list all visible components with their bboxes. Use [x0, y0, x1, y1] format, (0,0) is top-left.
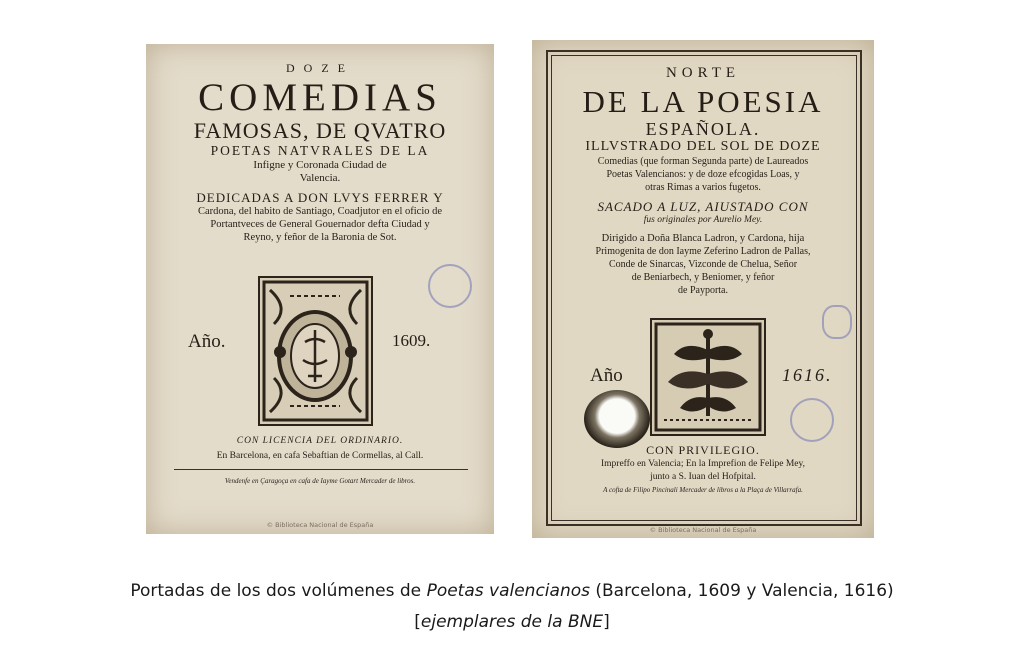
library-stamp: [428, 264, 472, 308]
title-poesia: DE LA POESIA: [582, 84, 824, 119]
caption-source: ejemplares de la BNE: [420, 612, 604, 632]
title-valencia: Valencia.: [299, 172, 341, 184]
title-norte: NORTE: [665, 65, 741, 81]
dedication-line-3: Reyno, y feñor de la Baronia de Sot.: [243, 232, 397, 243]
subtitle-illustrado: ILLVSTRADO DEL SOL DE DOZE: [585, 139, 821, 154]
floral-ornament-drawing: [652, 320, 764, 434]
dedication-line-1: Cardona, del habito de Santiago, Coadjutor en el oficio de: [197, 206, 443, 217]
imprint-line-2: junto a S. Iuan del Hofpital.: [650, 472, 756, 482]
library-stamp-small: [822, 305, 852, 339]
dedication-line-1: Dirigido a Doña Blanca Ladron, y Cardona, hija: [601, 233, 805, 244]
figure-caption-line-1: [0, 583, 1024, 600]
image-credit: © Biblioteca Nacional de España: [266, 521, 374, 529]
license-line: CON LICENCIA DEL ORDINARIO.: [236, 436, 404, 446]
caption-bracket-open: [: [414, 612, 421, 632]
imprint-line-3: A cofta de Filipo Pincinali Mercader de libros a la Plaça de Villarrafa.: [603, 486, 803, 494]
floral-ornament: [650, 318, 766, 436]
title-page-1609: [146, 44, 494, 534]
editor-heading: SACADO A LUZ, AIUSTADO CON: [597, 199, 809, 214]
printer-device-ornament: [258, 276, 373, 426]
title-espanola: ESPAÑOLA.: [645, 119, 761, 139]
year: 1609.: [392, 331, 431, 350]
caption-work-title: Poetas valencianos: [426, 581, 590, 601]
dedication-line-2: Primogenita de don Iayme Zeferino Ladron de Pallas,: [595, 246, 811, 257]
printer-line: En Barcelona, en cafa Sebaftian de Cormellas, al Call.: [216, 451, 424, 461]
image-credit: © Biblioteca Nacional de España: [649, 526, 757, 534]
subtitle-line-2: Poetas Valencianos: y de doze efcogidas Loas, y: [606, 169, 800, 180]
dedication-line-2: Portantveces de General Gouernador defta Ciudad y: [210, 219, 430, 230]
library-stamp: [790, 398, 834, 442]
dedication-line-3: Conde de Sinarcas, Vizconde de Chelua, Señor: [608, 259, 798, 270]
title-poetas: POETAS NATVRALES DE LA: [210, 143, 430, 158]
title-page-1616: [532, 40, 874, 538]
dedication-line-5: de Payporta.: [678, 285, 728, 296]
subtitle-line-1: Comedias (que forman Segunda parte) de Laureados: [597, 156, 809, 167]
editor-line: fus originales por Aurelio Mey.: [643, 215, 763, 225]
caption-bracket-close: ]: [603, 612, 610, 632]
year-word: Año: [590, 365, 623, 386]
figure-caption-line-2: [0, 614, 1024, 631]
title-famosas: FAMOSAS, DE QVATRO: [193, 118, 447, 143]
title-insigne: Infigne y Coronada Ciudad de: [253, 159, 387, 171]
caption-suffix: (Barcelona, 1609 y Valencia, 1616): [589, 581, 894, 601]
seller-line: Vendenfe en Çaragoça en cafa de Iayme Gotart Mercader de libros.: [224, 477, 416, 485]
dedication-line-4: de Beniarbech, y Beniomer, y feñor: [631, 272, 775, 283]
caption-prefix: Portadas de los dos volúmenes de: [130, 581, 427, 601]
title-doze: DOZE: [286, 61, 354, 75]
printer-device-ornament-drawing: [260, 278, 371, 424]
dedication-heading: DEDICADAS A DON LVYS FERRER Y: [196, 190, 444, 205]
privilege-line: CON PRIVILEGIO.: [646, 443, 760, 457]
year-word: Año.: [188, 331, 226, 352]
year: 1616.: [782, 365, 833, 385]
title-comedias: COMEDIAS: [198, 76, 442, 119]
subtitle-line-3: otras Rimas a varios fugetos.: [645, 182, 761, 193]
imprint-line-1: Impreffo en Valencia; En la Imprefion de Felipe Mey,: [600, 459, 805, 469]
ink-blot: [584, 390, 650, 448]
divider-rule: [174, 469, 468, 470]
